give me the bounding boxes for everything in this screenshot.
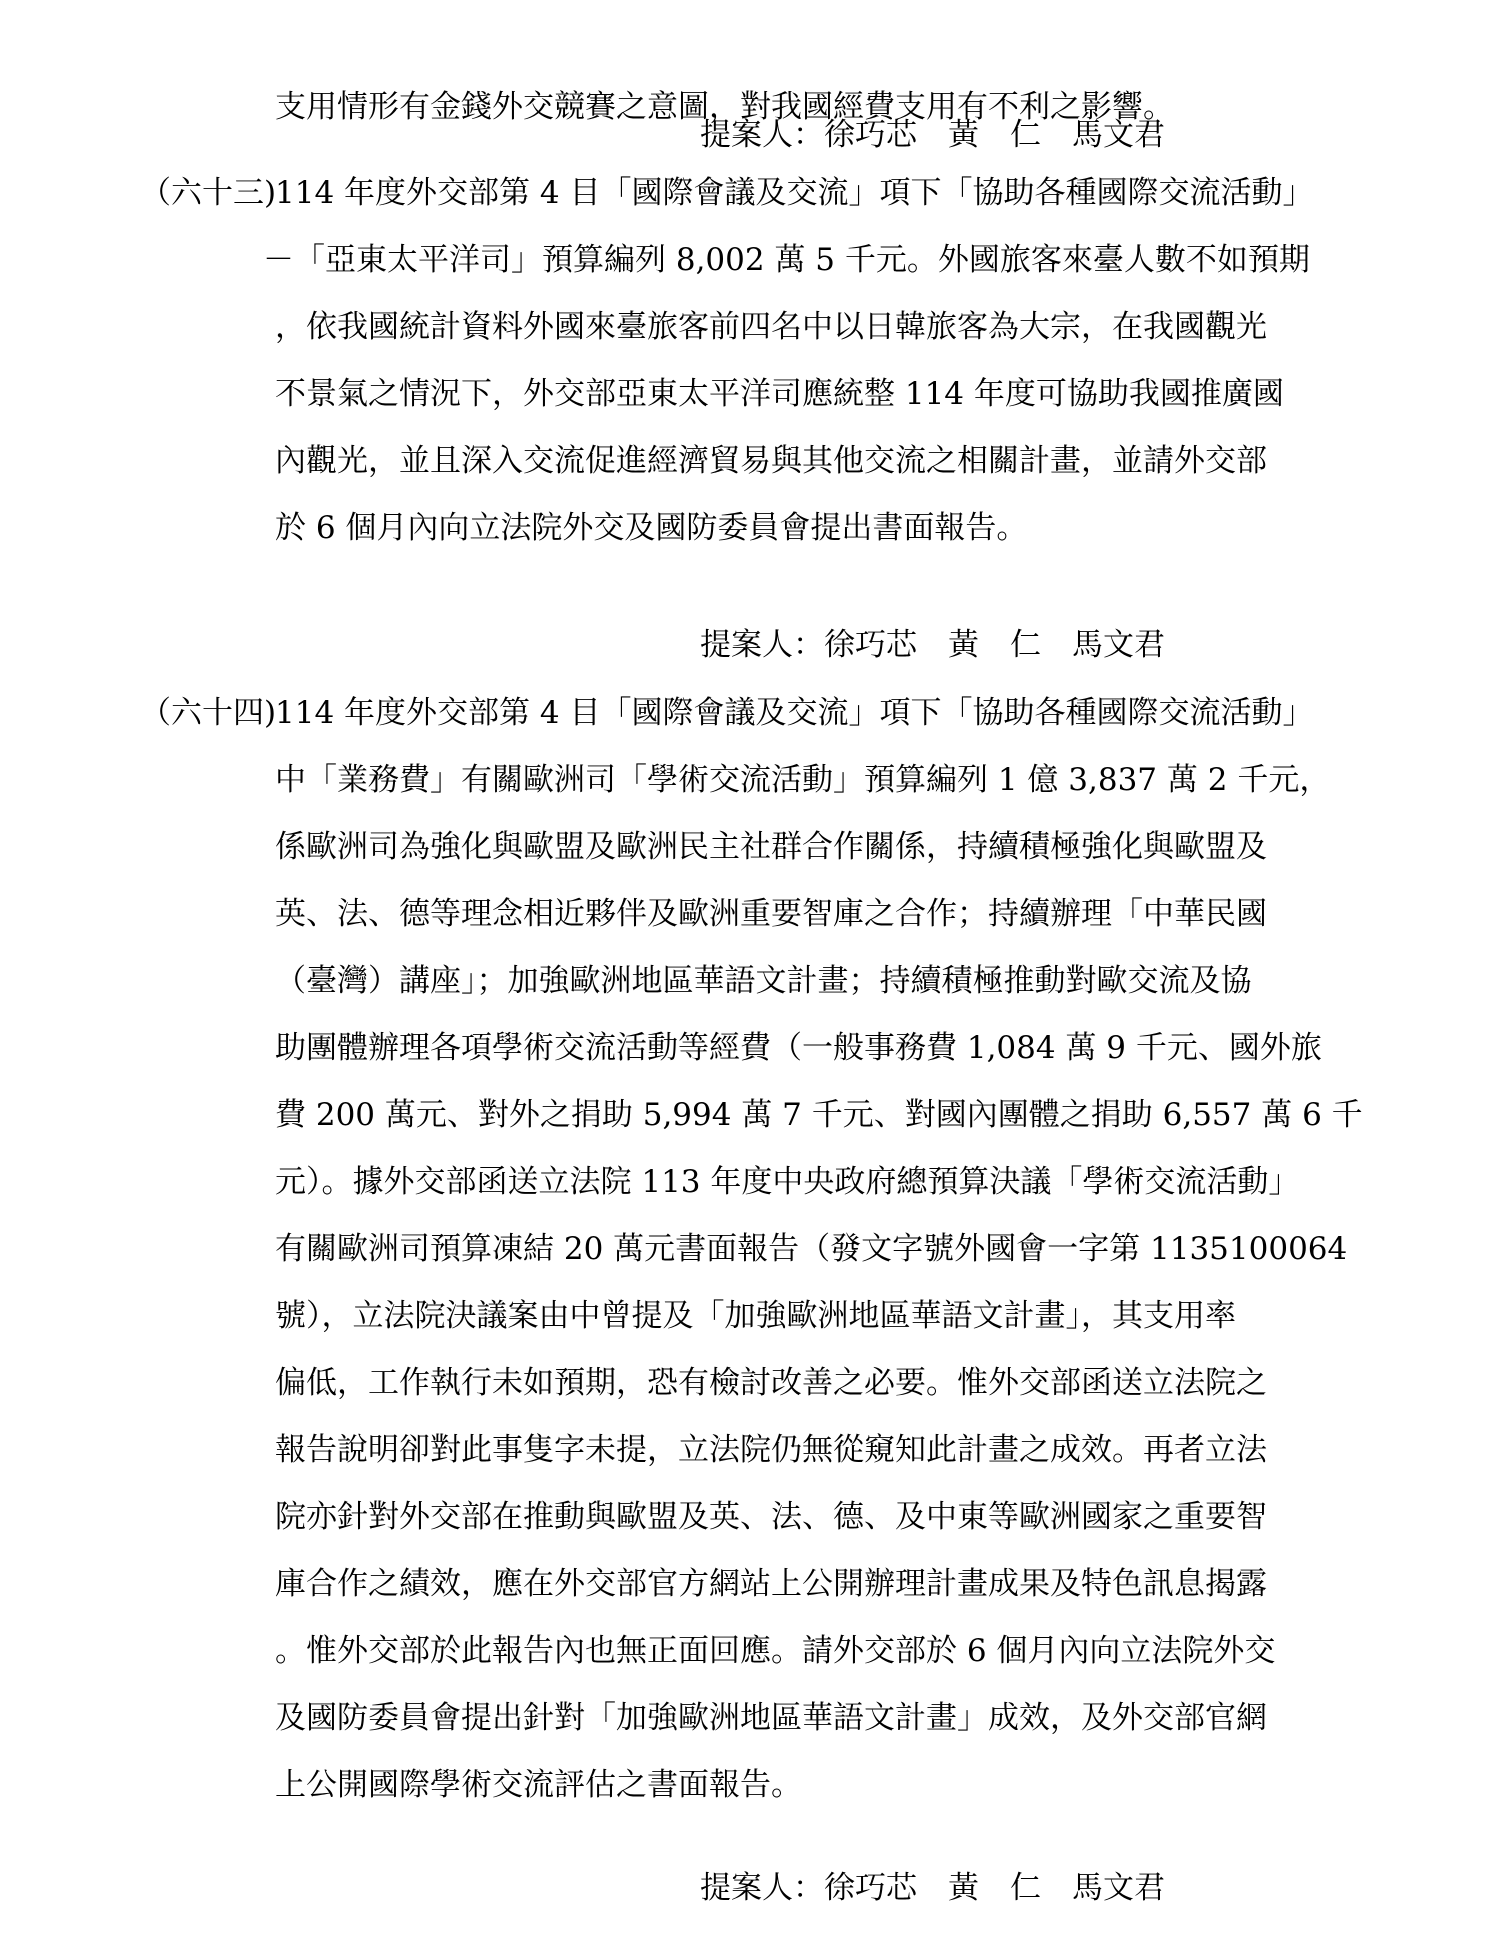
item-number-label: （六十四) [140,695,277,731]
item-body [263,160,1494,562]
item-body [275,680,1494,1819]
paragraph-line: 偏低，工作執行未如預期，恐有檢討改善之必要。惟外交部函送立法院之 [275,1365,1267,1401]
paragraph-line: 有關歐洲司預算凍結 20 萬元書面報告（發文字號外國會一字第 1135100064 [275,1231,1348,1267]
paragraph-line: 114 年度外交部第 4 目「國際會議及交流」項下「協助各種國際交流活動」 [275,175,1314,211]
paragraph-line: 於 6 個月內向立法院外交及國防委員會提出書面報告。 [275,510,1028,546]
paragraph-line: 費 200 萬元、對外之捐助 5,994 萬 7 千元、對國內團體之捐助 6,557 萬 6 千 [275,1097,1363,1133]
paragraph-line: 報告說明卻對此事隻字未提，立法院仍無從窺知此計畫之成效。再者立法 [275,1432,1267,1468]
paragraph-line: （臺灣）講座」；加強歐洲地區華語文計畫；持續積極推動對歐交流及協 [275,963,1252,999]
paragraph-line: 英、法、德等理念相近夥伴及歐洲重要智庫之合作；持續辦理「中華民國 [275,896,1267,932]
paragraph-line: 係歐洲司為強化與歐盟及歐洲民主社群合作關係，持續積極強化與歐盟及 [275,829,1267,865]
item-number-label: （六十三) [140,175,277,211]
paragraph-line: 助團體辦理各項學術交流活動等經費（一般事務費 1,084 萬 9 千元、國外旅 [275,1030,1322,1066]
proposer-line: 提案人：徐巧芯 黃 仁 馬文君 [700,627,1165,663]
proposer-line: 提案人：徐巧芯 黃 仁 馬文君 [700,1870,1165,1906]
paragraph-line: 院亦針對外交部在推動與歐盟及英、法、德、及中東等歐洲國家之重要智 [275,1499,1267,1535]
paragraph-line: 114 年度外交部第 4 目「國際會議及交流」項下「協助各種國際交流活動」 [275,695,1314,731]
paragraph-line: 中「業務費」有關歐洲司「學術交流活動」預算編列 1 億 3,837 萬 2 千元， [275,762,1331,798]
paragraph-line: 支用情形有金錢外交競賽之意圖，對我國經費支用有不利之影響。 [275,89,1174,125]
paragraph-line: 元）。據外交部函送立法院 113 年度中央政府總預算決議「學術交流活動」 [275,1164,1300,1200]
paragraph-line: 號），立法院決議案由中曾提及「加強歐洲地區華語文計畫」，其支用率 [275,1298,1236,1334]
paragraph-line: 內觀光，並且深入交流促進經濟貿易與其他交流之相關計畫，並請外交部 [275,443,1267,479]
paragraph-line: 上公開國際學術交流評估之書面報告。 [275,1767,802,1803]
paragraph-line: 及國防委員會提出針對「加強歐洲地區華語文計畫」成效，及外交部官網 [275,1700,1267,1736]
paragraph-line: 庫合作之績效，應在外交部官方網站上公開辦理計畫成果及特色訊息揭露 [275,1566,1267,1602]
paragraph-line: 。惟外交部於此報告內也無正面回應。請外交部於 6 個月內向立法院外交 [275,1633,1276,1669]
proposer-line: 提案人：徐巧芯 黃 仁 馬文君 [700,117,1165,153]
paragraph-line: ，依我國統計資料外國來臺旅客前四名中以日韓旅客為大宗，在我國觀光 [275,309,1267,345]
paragraph-line: 不景氣之情況下，外交部亞東太平洋司應統整 114 年度可協助我國推廣國 [275,376,1284,412]
paragraph-line: －「亞東太平洋司」預算編列 8,002 萬 5 千元。外國旅客來臺人數不如預期 [263,242,1310,278]
